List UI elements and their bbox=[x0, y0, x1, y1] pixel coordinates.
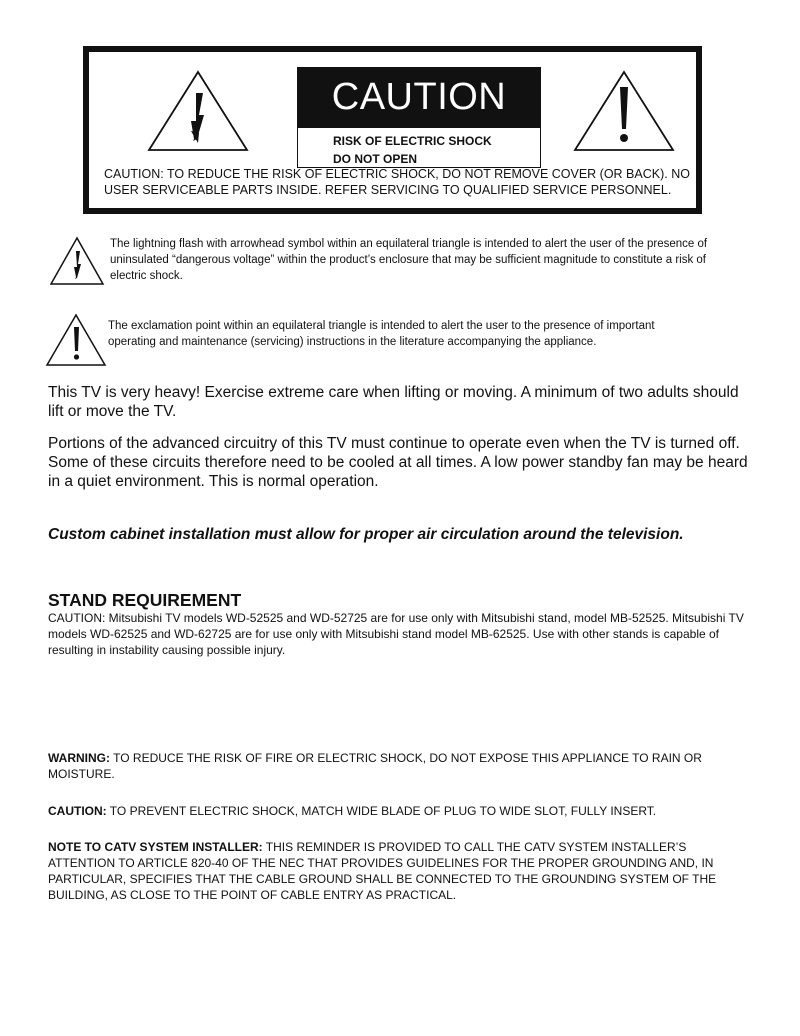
catv-note-text: THIS REMINDER IS PROVIDED TO CALL THE CATV SYSTEM INSTALLER’S ATTENTION TO ARTICLE 820-40 OF THE NEC THAT PROVIDES GUIDELINES FOR THE PROPER GROUNDING AND, IN PARTICULAR, SPECIFIES THAT THE CABLE GROUND SHALL BE CONNECTED TO THE GROUNDING SYSTEM OF THE BUILDING, AS CLOSE TO THE POINT OF CABLE ENTRY AS PRACTICAL. bbox=[48, 840, 717, 902]
plug-caution-label: CAUTION: bbox=[48, 804, 107, 818]
lightning-triangle-small-icon bbox=[49, 236, 105, 286]
catv-note-label: NOTE TO CATV SYSTEM INSTALLER: bbox=[48, 840, 263, 854]
exclamation-explanation: The exclamation point within an equilateral triangle is intended to alert the user to the presence of important operating and maintenance (servicing) instructions in the literature accompanying the appliance. bbox=[108, 320, 655, 348]
warning-paragraph bbox=[48, 750, 753, 782]
risk-line-2: DO NOT OPEN bbox=[333, 152, 418, 166]
fan-paragraph: Portions of the advanced circuitry of this TV must continue to operate even when the TV is turned off. Some of these circuits therefore need to be cooled at all times. A low power standby fan may be heard in a quiet environment. This is normal operation. bbox=[48, 435, 748, 490]
lightning-explanation: The lightning flash with arrowhead symbol within an equilateral triangle is intended to alert the user of the presence of uninsulated “dangerous voltage” within the product’s enclosure that may be sufficient magnitude to constitute a risk of electric shock. bbox=[110, 238, 708, 282]
stand-text: CAUTION: Mitsubishi TV models WD-52525 and WD-52725 are for use only with Mitsubishi stand, model MB-52525. Mitsubishi TV models WD-62525 and WD-62725 are for use only with Mitsubishi stand model MB-62525. Use with other stands is capable of resulting in instability causing possible injury. bbox=[48, 611, 744, 657]
warning-text: TO REDUCE THE RISK OF FIRE OR ELECTRIC SHOCK, DO NOT EXPOSE THIS APPLIANCE TO RAIN OR MOISTURE. bbox=[48, 751, 702, 781]
heavy-warning-paragraph: This TV is very heavy! Exercise extreme care when lifting or moving. A minimum of two adults should lift or move the TV. bbox=[48, 384, 739, 420]
exclamation-triangle-small-icon bbox=[45, 313, 107, 367]
plug-caution-text: TO PREVENT ELECTRIC SHOCK, MATCH WIDE BLADE OF PLUG TO WIDE SLOT, FULLY INSERT. bbox=[106, 804, 657, 818]
lightning-triangle-icon bbox=[146, 69, 250, 153]
caution-body-text: CAUTION: TO REDUCE THE RISK OF ELECTRIC SHOCK, DO NOT REMOVE COVER (OR BACK). NO USER SERVICEABLE PARTS INSIDE. REFER SERVICING TO QUALIFIED SERVICE PERSONNEL. bbox=[104, 167, 690, 197]
exclamation-triangle-icon bbox=[572, 69, 676, 153]
stand-heading: STAND REQUIREMENT bbox=[48, 590, 242, 610]
warning-label: WARNING: bbox=[48, 751, 110, 765]
caution-title: CAUTION bbox=[297, 67, 541, 127]
cabinet-notice: Custom cabinet installation must allow for proper air circulation around the television. bbox=[48, 526, 684, 543]
risk-line-1: RISK OF ELECTRIC SHOCK bbox=[333, 134, 492, 148]
plug-caution-paragraph bbox=[48, 803, 753, 819]
catv-note-paragraph bbox=[48, 839, 753, 903]
risk-label-box bbox=[297, 127, 541, 168]
